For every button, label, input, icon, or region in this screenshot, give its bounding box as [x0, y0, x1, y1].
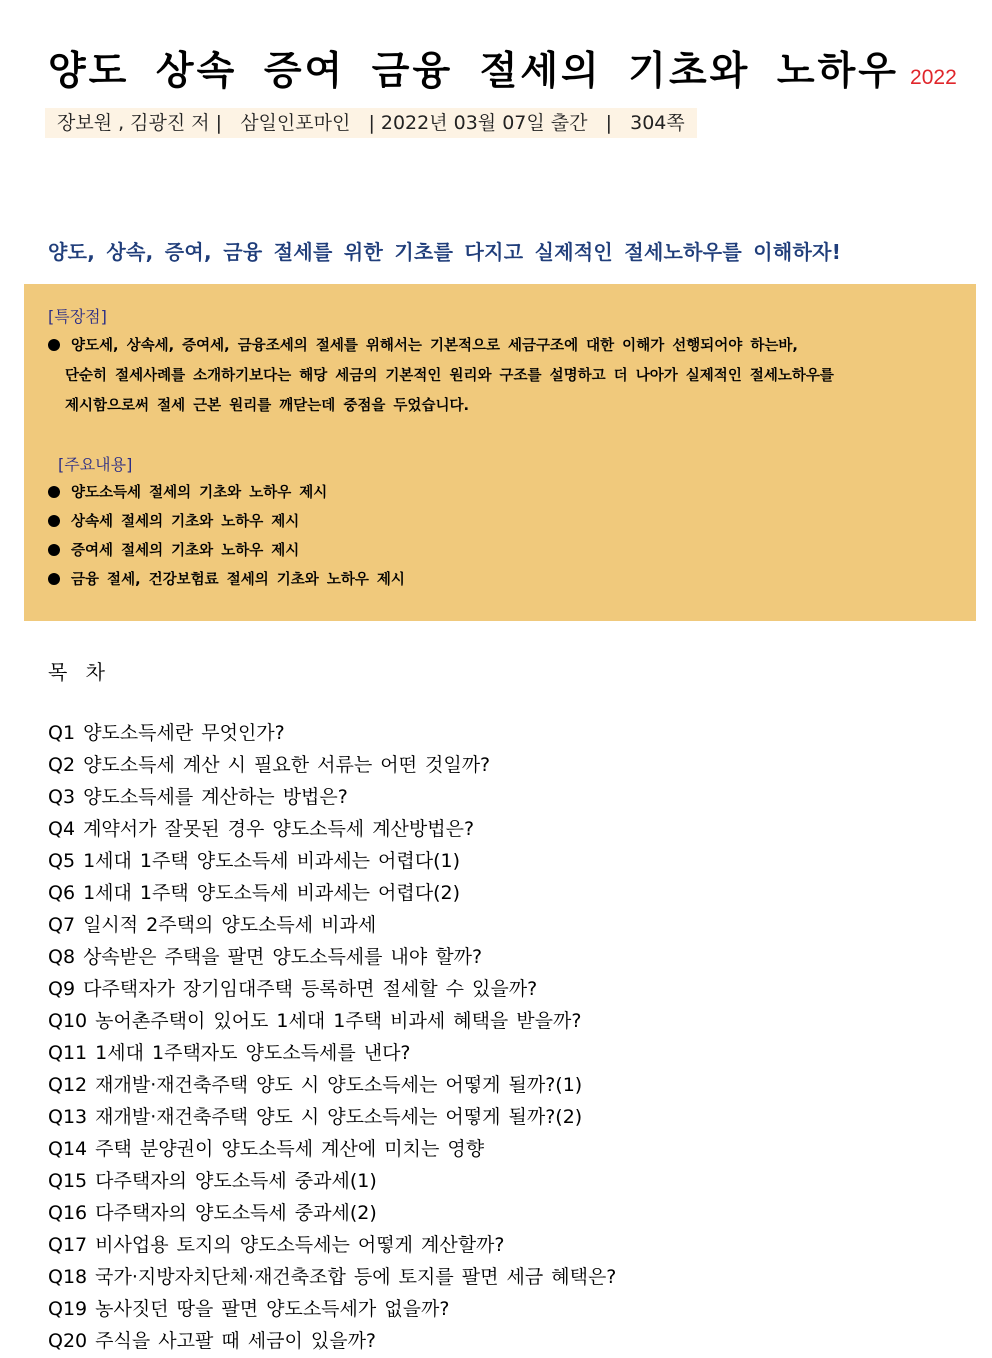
- features-line-1: [48, 334, 798, 355]
- toc-heading: 목 차: [48, 660, 111, 684]
- toc-item: Q18 국가·지방자치단체·재건축조합 등에 토지를 팔면 세금 혜택은?: [48, 1266, 617, 1288]
- main-content-item-text: 금융 절세, 건강보험료 절세의 기초와 노하우 제시: [71, 572, 405, 588]
- features-line-2: 단순히 절세사례를 소개하기보다는 해당 세금의 기본적인 원리와 구조를 설명하고 더 나아가 실제적인 절세노하우를: [65, 368, 834, 384]
- main-content-item: [48, 539, 299, 560]
- bullet-dot-icon: [48, 339, 60, 351]
- main-content-item-text: 증여세 절세의 기초와 노하우 제시: [71, 543, 300, 559]
- book-title-row: [48, 40, 957, 96]
- bullet-dot-icon: [48, 515, 60, 527]
- toc-item: Q9 다주택자가 장기임대주택 등록하면 절세할 수 있을까?: [48, 978, 538, 1000]
- toc-item: Q20 주식을 사고팔 때 세금이 있을까?: [48, 1330, 377, 1352]
- toc-item: Q15 다주택자의 양도소득세 중과세(1): [48, 1170, 377, 1192]
- features-line-text: 양도세, 상속세, 증여세, 금융조세의 절세를 위해서는 기본적으로 세금구조에 대한 이해가 선행되어야 하는바,: [71, 338, 798, 354]
- toc-item: Q5 1세대 1주택 양도소득세 비과세는 어렵다(1): [48, 850, 460, 872]
- toc-item: Q13 재개발·재건축주택 양도 시 양도소득세는 어떻게 될까?(2): [48, 1106, 583, 1128]
- toc-item: Q3 양도소득세를 계산하는 방법은?: [48, 786, 348, 808]
- toc-item: Q6 1세대 1주택 양도소득세 비과세는 어렵다(2): [48, 882, 460, 904]
- main-content-item: [48, 510, 299, 531]
- features-line-3: 제시함으로써 절세 근본 원리를 깨닫는데 중점을 두었습니다.: [65, 398, 469, 414]
- main-content-item-text: 상속세 절세의 기초와 노하우 제시: [71, 514, 300, 530]
- toc-item: Q4 계약서가 잘못된 경우 양도소득세 계산방법은?: [48, 818, 475, 840]
- main-content-item-text: 양도소득세 절세의 기초와 노하우 제시: [71, 485, 328, 501]
- toc-list: [48, 717, 616, 1357]
- main-content-item: [48, 568, 405, 589]
- feature-box: [24, 284, 976, 621]
- book-meta-bar: 장보원 , 김광진 저 | 삼일인포마인 | 2022년 03월 07일 출간 | 304쪽: [45, 108, 697, 138]
- main-content-item: [48, 481, 327, 502]
- toc-item: Q7 일시적 2주택의 양도소득세 비과세: [48, 914, 377, 936]
- toc-item: Q2 양도소득세 계산 시 필요한 서류는 어떤 것일까?: [48, 754, 491, 776]
- book-year: 2022: [910, 66, 957, 89]
- features-heading: [특장점]: [48, 307, 107, 326]
- toc-item: Q10 농어촌주택이 있어도 1세대 1주택 비과세 혜택을 받을까?: [48, 1010, 582, 1032]
- bullet-dot-icon: [48, 486, 60, 498]
- toc-item: Q11 1세대 1주택자도 양도소득세를 낸다?: [48, 1042, 411, 1064]
- main-content-heading: [주요내용]: [58, 455, 133, 474]
- toc-item: Q16 다주택자의 양도소득세 중과세(2): [48, 1202, 377, 1224]
- toc-item: Q12 재개발·재건축주택 양도 시 양도소득세는 어떻게 될까?(1): [48, 1074, 583, 1096]
- toc-item: Q19 농사짓던 땅을 팔면 양도소득세가 없을까?: [48, 1298, 450, 1320]
- toc-item: Q17 비사업용 토지의 양도소득세는 어떻게 계산할까?: [48, 1234, 505, 1256]
- book-tagline: 양도, 상속, 증여, 금융 절세를 위한 기초를 다지고 실제적인 절세노하우를 이해하자!: [48, 240, 842, 264]
- toc-item: Q8 상속받은 주택을 팔면 양도소득세를 내야 할까?: [48, 946, 483, 968]
- toc-item: Q14 주택 분양권이 양도소득세 계산에 미치는 영향: [48, 1138, 485, 1160]
- bullet-dot-icon: [48, 544, 60, 556]
- toc-item: Q1 양도소득세란 무엇인가?: [48, 722, 285, 744]
- book-title: 양도 상속 증여 금융 절세의 기초와 노하우: [48, 49, 899, 94]
- bullet-dot-icon: [48, 573, 60, 585]
